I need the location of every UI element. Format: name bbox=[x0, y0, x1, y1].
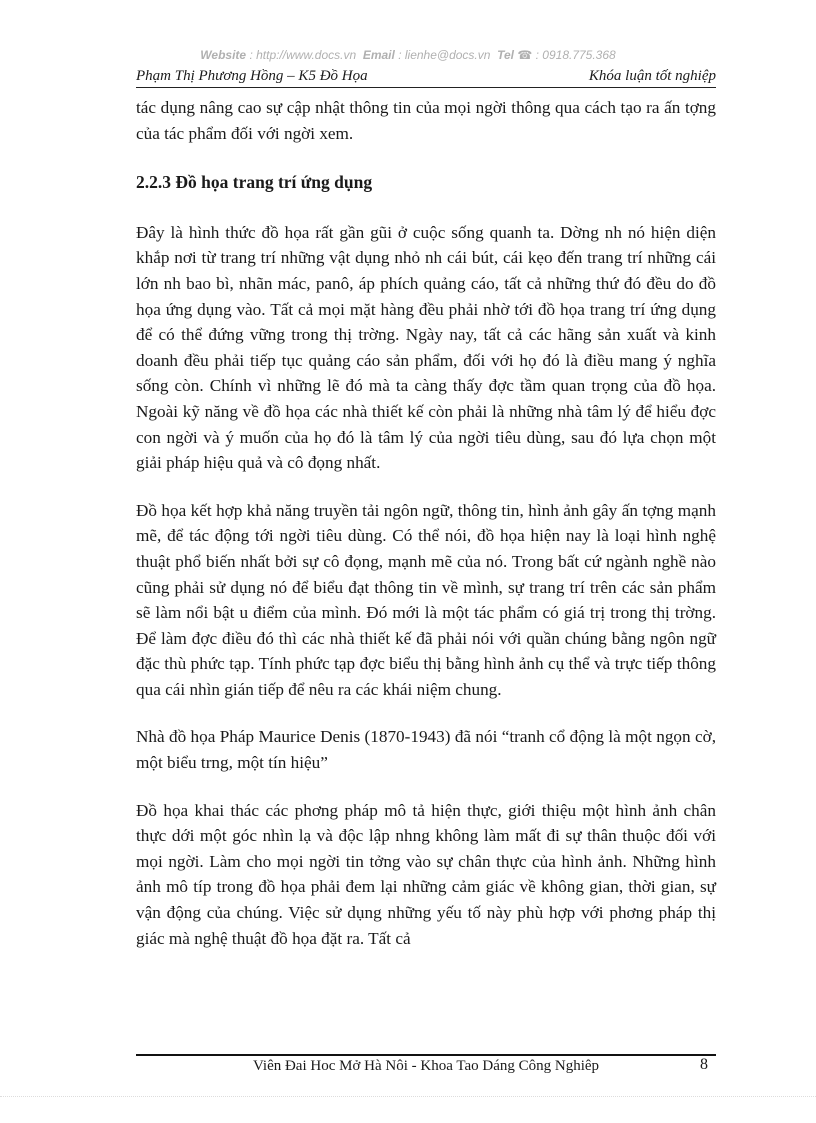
document-body bbox=[136, 95, 716, 951]
header-author: Phạm Thị Phương Hồng – K5 Đồ Họa bbox=[136, 68, 368, 84]
website-banner bbox=[0, 48, 816, 62]
email-value: : lienhe@docs.vn bbox=[398, 48, 491, 62]
paragraph-1: Đây là hình thức đồ họa rất gần gũi ở cuộc sống quanh ta. Dờng nh nó hiện diện khắp nơi từ trang trí những vật dụng nhỏ nh cái bút, cái kẹo đến trang trí những cái lớn nh bao bì, nhãn mác, panô, áp phích quảng cáo, tất cả những thứ đó đều do đồ họa ứng dụng vào. Tất cả mọi mặt hàng đều phải nhờ tới đồ họa trang trí ứng dụng để có thể đứng vững trong thị trờng. Ngày nay, tất cả các hãng sản xuất và kinh doanh đều phải tiếp tục quảng cáo sản phẩm, đối với họ đó là điều mang ý nghĩa sống còn. Chính vì những lẽ đó mà ta càng thấy đợc tầm quan trọng của đồ họa. Ngoài kỹ năng về đồ họa các nhà thiết kế còn phải là những nhà tâm lý để hiểu đợc con ngời và ý muốn của họ đó là tâm lý của ngời tiêu dùng, sau đó lựa chọn một giải pháp hiệu quả và cô đọng nhất. bbox=[136, 222, 716, 473]
header-doc-type: Khóa luận tốt nghiệp bbox=[588, 68, 716, 84]
section-title: 2.2.3 Đồ họa trang trí ứng dụng bbox=[136, 172, 373, 193]
page-header bbox=[136, 68, 716, 88]
tel-value: : 0918.775.368 bbox=[535, 48, 616, 62]
page-bottom-border bbox=[0, 1096, 816, 1097]
website-label: Website bbox=[200, 48, 247, 62]
footer-institution: Viên Đai Hoc Mở Hà Nôi - Khoa Tao Dáng Công Nghiêp bbox=[252, 1058, 600, 1074]
email-label: Email bbox=[362, 48, 395, 62]
intro-paragraph: tác dụng nâng cao sự cập nhật thông tin của mọi ngời thông qua cách tạo ra ấn tợng của tác phẩm đối với ngời xem. bbox=[136, 98, 716, 143]
paragraph-2: Đồ họa kết hợp khả năng truyền tải ngôn ngữ, thông tin, hình ảnh gây ấn tợng mạnh mẽ, để tác động tới ngời tiêu dùng. Có thể nói, đồ họa hiện nay là loại hình nghệ thuật phổ biến nhất bởi sự cô đọng, mạnh mẽ của nó. Trong bất cứ ngành nghề nào cũng phải sử dụng nó để biểu đạt thông tin về mình, sự trang trí trên các sản phẩm sẽ làm nổi bật u điểm của mình. Đó mới là một tác phẩm có giá trị trong thị trờng. Để làm đợc điều đó thì các nhà thiết kế đã phải nói với quần chúng bằng ngôn ngữ đặc thù phức tạp. Tính phức tạp đợc biểu thị bằng hình ảnh cụ thể và trực tiếp thông qua cái nhìn gián tiếp để nêu ra các khái niệm chung. bbox=[136, 500, 716, 699]
tel-label: Tel ☎ bbox=[497, 48, 533, 62]
website-value: : http://www.docs.vn bbox=[249, 48, 357, 62]
page-number: 8 bbox=[700, 1056, 708, 1073]
paragraph-4: Đồ họa khai thác các phơng pháp mô tả hiện thực, giới thiệu một hình ảnh chân thực dới một góc nhìn lạ và độc lập nhng không làm mất đi sự thân thuộc đối với mọi ngời. Làm cho mọi ngời tin tởng vào sự chân thực của hình ảnh. Những hình ảnh mô típ trong đồ họa phải đem lại những cảm giác về không gian, thời gian, sự vận động của chúng. Việc sử dụng những yếu tố này phù hợp với phơng pháp thị giác mà nghệ thuật đồ họa đặt ra. Tất cả bbox=[136, 800, 716, 948]
footer-divider bbox=[136, 1054, 716, 1056]
paragraph-3: Nhà đồ họa Pháp Maurice Denis (1870-1943) đã nói “tranh cổ động là một ngọn cờ, một biểu trng, một tín hiệu” bbox=[136, 727, 716, 773]
